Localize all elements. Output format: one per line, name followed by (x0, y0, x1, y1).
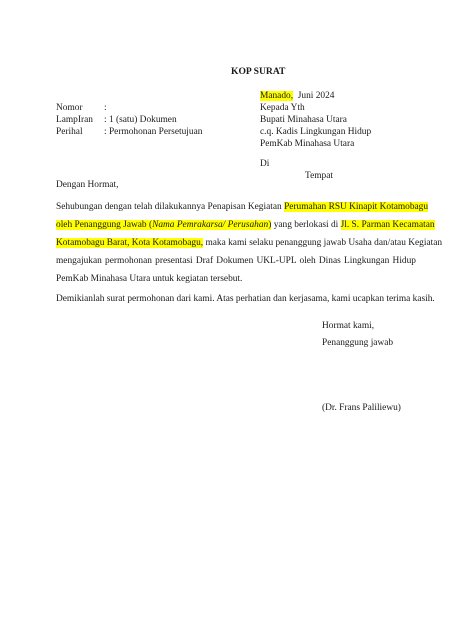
highlight-project: Perumahan RSU Kinapit Kotamobagu (284, 202, 429, 212)
signature-regards: Hormat kami, (322, 321, 375, 331)
salutation: Dengan Hormat, (56, 180, 119, 190)
body-line (56, 198, 429, 216)
body-text: ) (268, 220, 272, 230)
body-text: yang berlokasi di (273, 220, 339, 230)
meta-value-nomor: : (104, 103, 107, 113)
body-line (56, 234, 443, 252)
closing-text: Demikianlah surat permohonan dari kami. Atas perhatian dan kerjasama, kami ucapkan terima kasih. (56, 294, 435, 304)
letter-title: KOP SURAT (231, 66, 286, 77)
body-line (56, 216, 435, 234)
letter-date (260, 90, 335, 102)
signature-name: (Dr. Frans Paliliewu) (322, 403, 401, 413)
date-city: Manado, (260, 91, 294, 101)
body-paragraph (56, 198, 443, 288)
body-text: oleh Penanggung Jawab ( (56, 220, 153, 230)
highlight-location: Jl. S. Parman Kecamatan (340, 220, 435, 230)
italic-placeholder: Nama Pemrakarsa/ Perusahan (152, 220, 269, 230)
body-line: PemKab Minahasa Utara untuk kegiatan tersebut. (56, 274, 243, 284)
recipient-tempat: Tempat (305, 171, 333, 181)
date-value: Juni 2024 (297, 91, 335, 101)
recipient-line: c.q. Kadis Lingkungan Hidup (260, 127, 372, 137)
meta-value-lampiran: : 1 (satu) Dokumen (104, 115, 177, 125)
recipient-line: Bupati Minahasa Utara (260, 115, 347, 125)
body-text: maka kami selaku penanggung jawab Usaha dan/atau Kegiatan (205, 238, 443, 248)
highlight-responsible (56, 220, 271, 230)
recipient-line: Kepada Yth (260, 103, 305, 113)
highlight-location-2: Kotamobagu Barat, Kota Kotamobagu, (56, 238, 204, 248)
meta-value-perihal: : Permohonan Persetujuan (104, 127, 203, 137)
recipient-di: Di (260, 159, 270, 169)
recipient-line: PemKab Minahasa Utara (260, 139, 355, 149)
meta-label-perihal: Perihal (56, 127, 83, 137)
meta-label-lampiran: LampIran (56, 115, 93, 125)
body-text: Sehubungan dengan telah dilakukannya Penapisan Kegiatan (56, 202, 282, 212)
signature-role: Penanggung jawab (322, 338, 394, 348)
meta-label-nomor: Nomor (56, 103, 83, 113)
body-line: mengajukan permohonan presentasi Draf Dokumen UKL-UPL oleh Dinas Lingkungan Hidup (56, 256, 416, 266)
